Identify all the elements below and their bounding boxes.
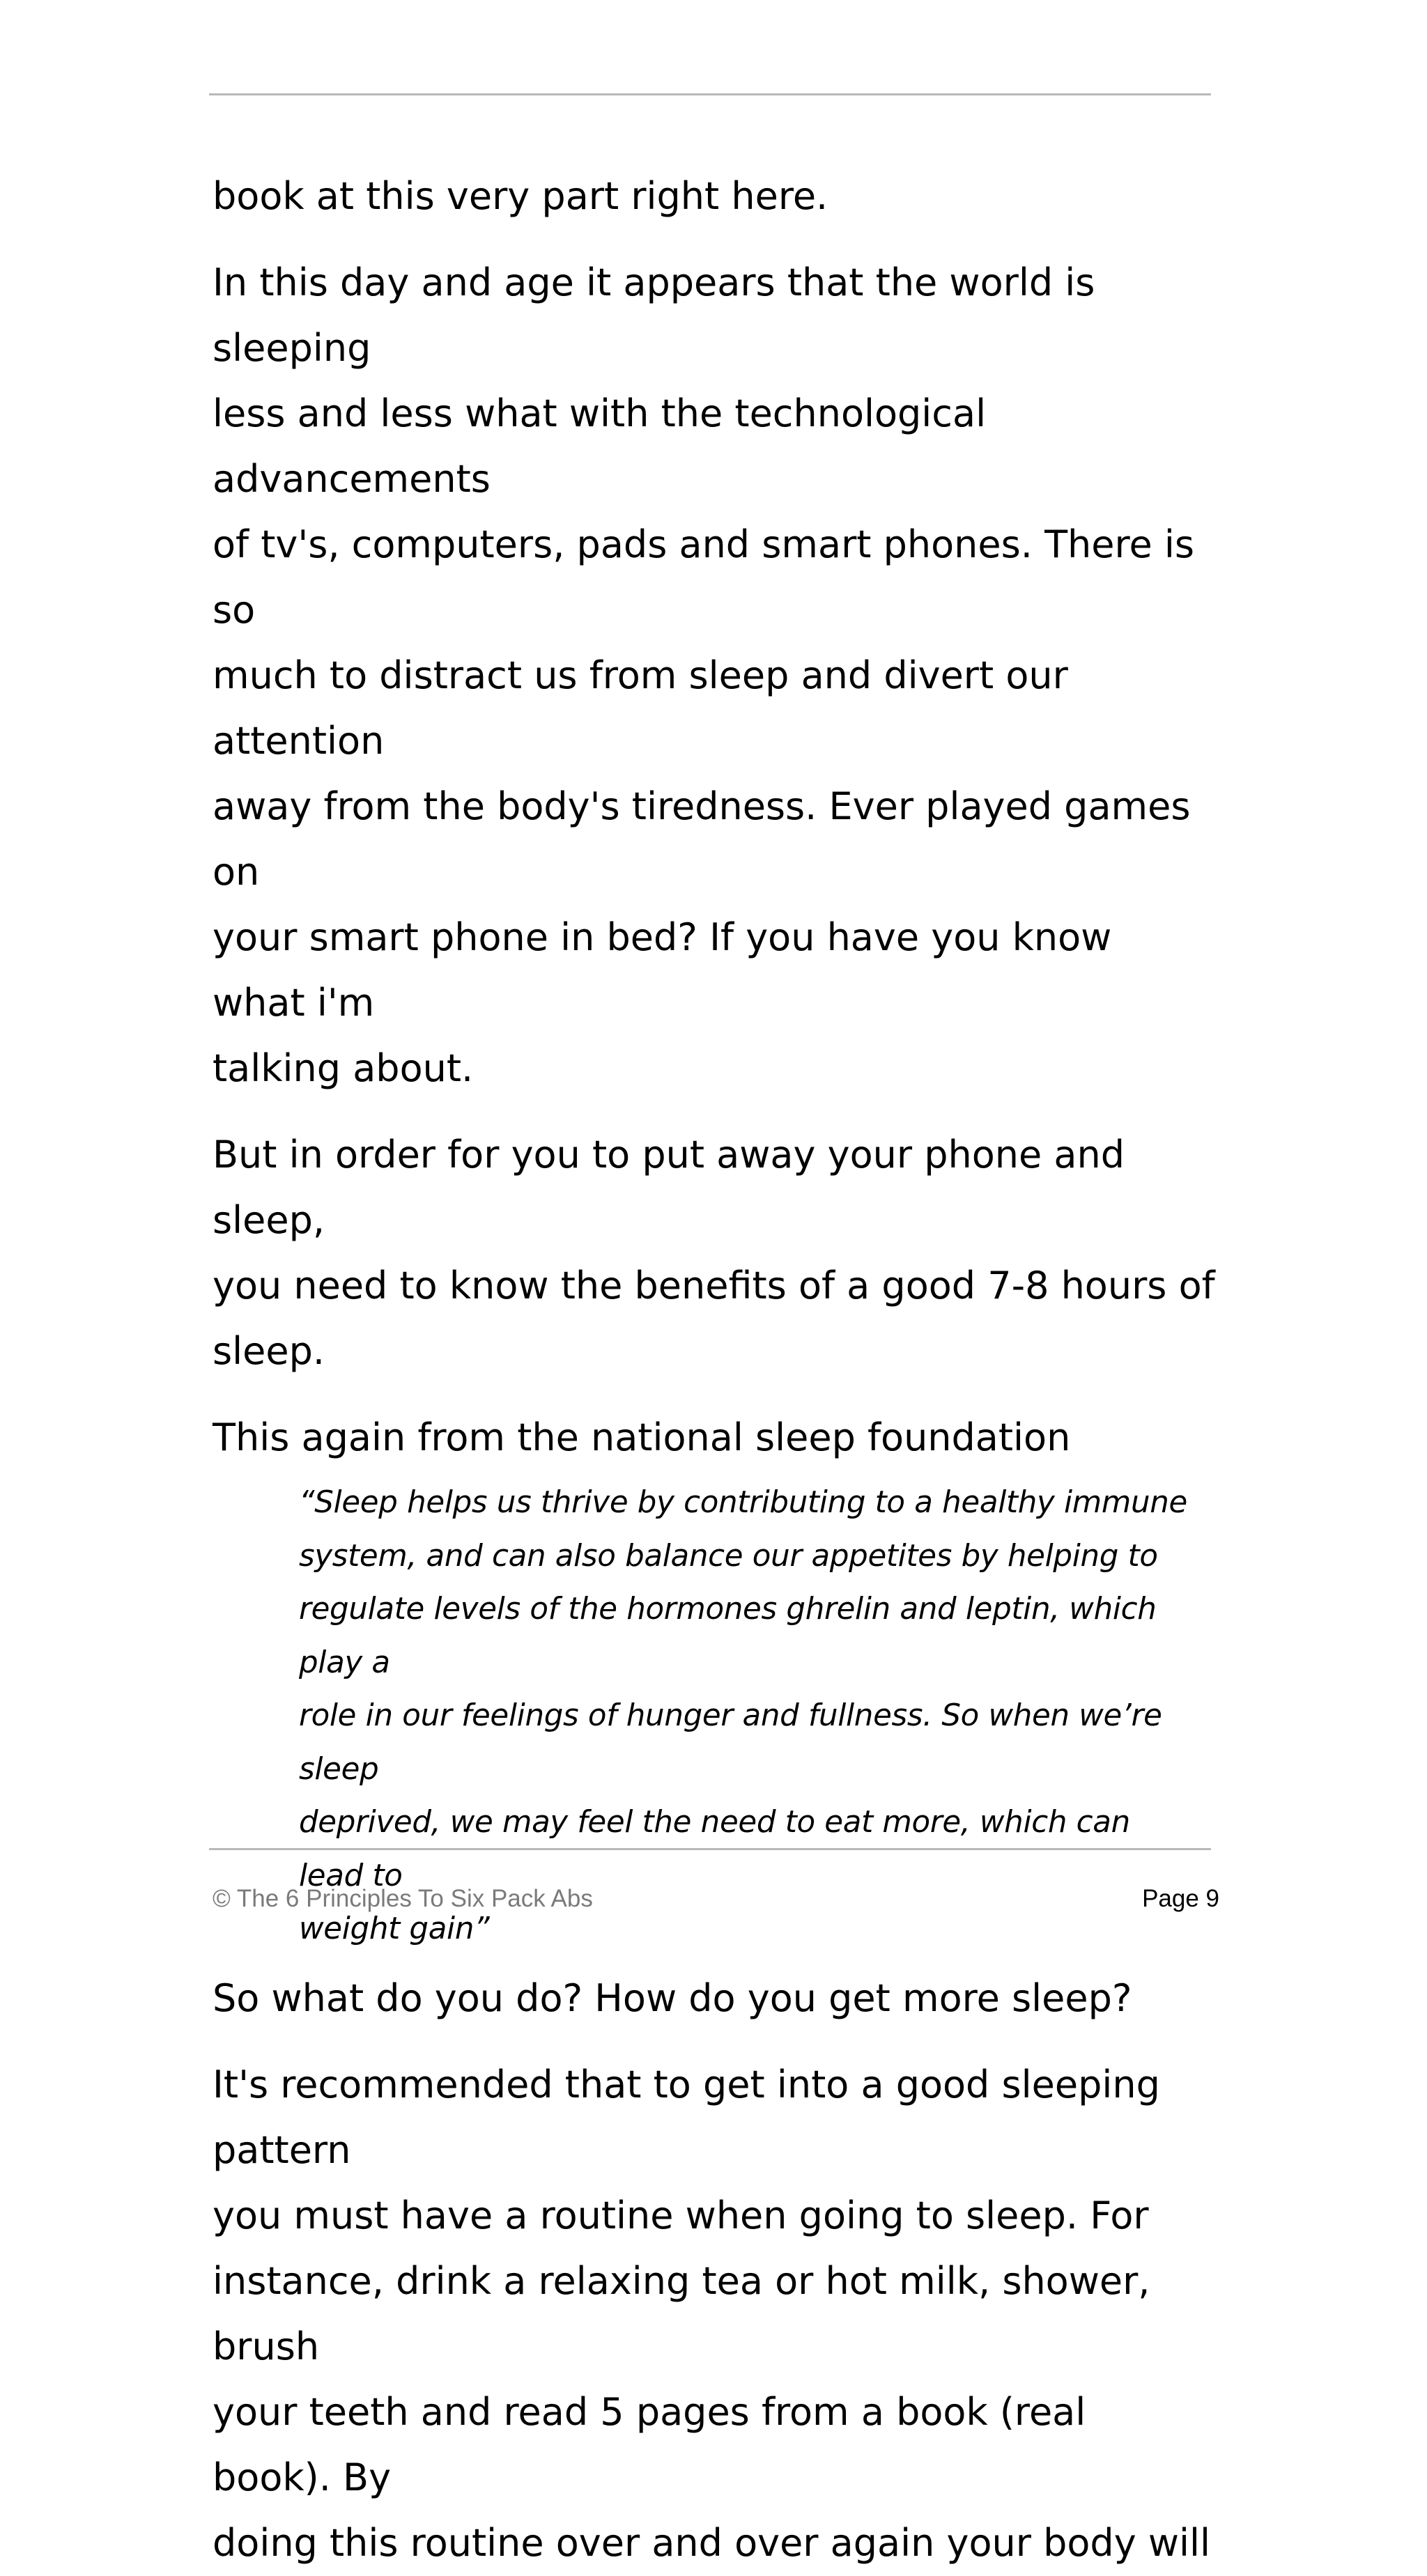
paragraph-routine: It's recommended that to get into a good sleeping pattern you must have a routine when going to sleep. For instance, drink a relaxing tea or hot milk, shower, brush your teeth and read 5 pages from a book (real book). By doing this routine over and over again your body will xyxy=(213,2062,1211,2565)
paragraph-continuation: book at this very part right here. xyxy=(213,174,828,218)
paragraph-sleep-benefits: But in order for you to put away your phone and sleep, you need to know the benefits of a good 7-8 hours of sleep. xyxy=(213,1133,1215,1373)
paragraph-quote-intro: This again from the national sleep foundation xyxy=(213,1415,1071,1459)
footer-divider xyxy=(209,1848,1211,1850)
paragraph-sleep-distractions: In this day and age it appears that the world is sleeping less and less what with the technological advancements of tv's, computers, pads and smart phones. There is so much to distract us from sleep and divert our attention away from the body's tiredness. Ever played games on your smart phone in bed? If you have you know what i'm talking about. xyxy=(213,261,1195,1090)
header-divider xyxy=(209,93,1211,95)
footer-copyright: © The 6 Principles To Six Pack Abs xyxy=(213,1885,593,1912)
page-number: Page 9 xyxy=(1142,1885,1219,1912)
page-body xyxy=(213,164,1216,2576)
block-quote: “Sleep helps us thrive by contributing to a healthy immune system, and can also balance our appetites by helping to regulate levels of the hormones ghrelin and leptin, which play a role in our feelings of hunger and fullness. So when we’re sleep deprived, we may feel the need to eat more, which can lead to weight gain” xyxy=(299,1485,1187,1946)
paragraph-question: So what do you do? How do you get more sleep? xyxy=(213,1976,1132,2020)
